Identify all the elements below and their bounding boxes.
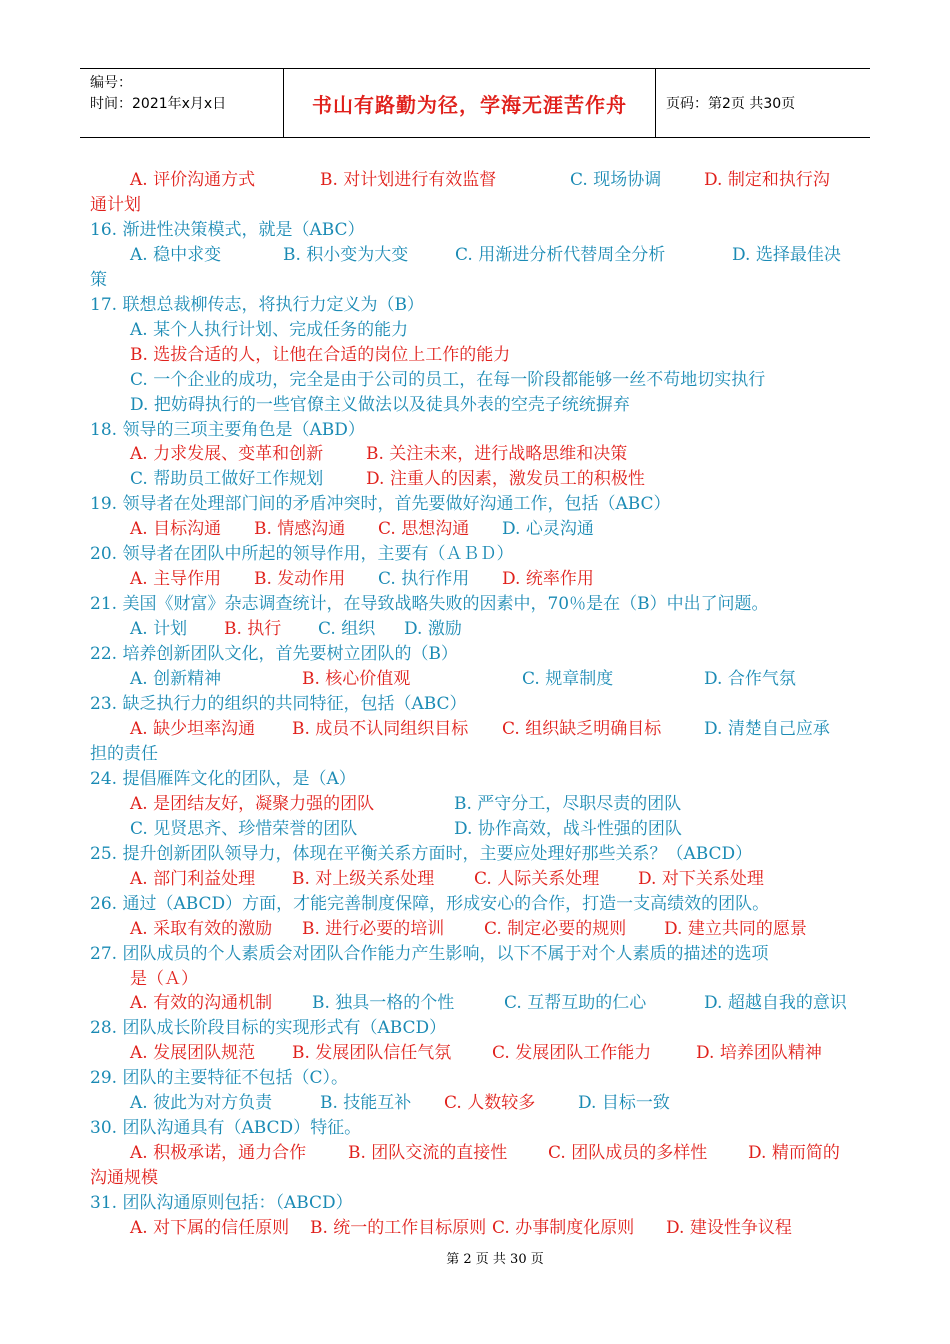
- question-19: 19. 领导者在处理部门间的矛盾冲突时，首先要做好沟通工作，包括（ABC）: [90, 494, 671, 515]
- option-18b: B. 关注未来，进行战略思维和决策: [366, 444, 628, 465]
- option-28d: D. 培养团队精神: [696, 1043, 822, 1064]
- option-20b: B. 发动作用: [254, 569, 346, 590]
- option-15a: A. 评价沟通方式: [130, 170, 256, 190]
- option-19d: D. 心灵沟通: [502, 519, 594, 540]
- question-21-options-line: [90, 617, 860, 642]
- option-21c: C. 组织: [318, 619, 376, 640]
- question-22: 22. 培养创新团队文化，首先要树立团队的（B）: [90, 644, 458, 665]
- option-29a: A. 彼此为对方负责: [130, 1093, 273, 1114]
- option-31a: A. 对下属的信任原则: [130, 1218, 290, 1239]
- question-28: 28. 团队成长阶段目标的实现形式有（ABCD）: [90, 1018, 447, 1039]
- option-16a: A. 稳中求变: [130, 244, 222, 265]
- question-23: 23. 缺乏执行力的组织的共同特征，包括（ABC）: [90, 694, 467, 715]
- question-15-options-line: [90, 168, 860, 193]
- option-26b: B. 进行必要的培训: [302, 918, 445, 939]
- question-18-options-line-1: [90, 442, 860, 467]
- question-26-options-line: [90, 917, 860, 942]
- question-27: 27. 团队成员的个人素质会对团队合作能力产生影响，以下不属于对个人素质的描述的选项: [90, 943, 769, 964]
- option-28c: C. 发展团队工作能力: [492, 1043, 652, 1064]
- option-27c: C. 互帮互助的仁心: [504, 993, 647, 1014]
- question-28-options-line: [90, 1041, 860, 1066]
- option-23b: B. 成员不认同组织目标: [292, 718, 469, 739]
- option-27b: B. 独具一格的个性: [312, 993, 455, 1014]
- option-24a: A. 是团结友好，凝聚力强的团队: [130, 793, 375, 814]
- option-20a: A. 主导作用: [130, 569, 222, 590]
- question-29: 29. 团队的主要特征不包括（C）。: [90, 1068, 348, 1089]
- page-header: [80, 68, 870, 138]
- option-24d: D. 协作高效，战斗性强的团队: [454, 818, 682, 839]
- option-26c: C. 制定必要的规则: [484, 918, 627, 939]
- question-27-cont: 是（Ａ）: [130, 968, 198, 989]
- question-19-options-line: [90, 517, 860, 542]
- option-16c: C. 用渐进分析代替周全分析: [455, 244, 666, 265]
- option-26d: D. 建立共同的愿景: [664, 918, 807, 939]
- question-30-options-cont: 沟通规模: [90, 1168, 158, 1189]
- option-31d: D. 建设性争议程: [666, 1218, 792, 1239]
- question-list: [90, 168, 860, 1241]
- option-16b: B. 积小变为大变: [283, 244, 409, 265]
- question-16-options-line: [90, 243, 860, 268]
- option-24b: B. 严守分工，尽职尽责的团队: [454, 793, 682, 814]
- option-27d: D. 超越自我的意识: [704, 993, 847, 1014]
- question-25: 25. 提升创新团队领导力，体现在平衡关系方面时，主要应处理好那些关系？（ABCD）: [90, 843, 753, 864]
- question-31-options-line: [90, 1216, 860, 1241]
- option-28b: B. 发展团队信任气氛: [292, 1043, 452, 1064]
- option-15d: D. 制定和执行沟: [704, 170, 830, 190]
- question-16-options-cont: 策: [90, 269, 107, 290]
- question-29-options-line: [90, 1091, 860, 1116]
- option-17d: D. 把妨碍执行的一些官僚主义做法以及徒具外表的空壳子统统摒弃: [130, 394, 630, 415]
- question-17: 17. 联想总裁柳传志，将执行力定义为（B）: [90, 294, 424, 315]
- option-15c: C. 现场协调: [570, 170, 662, 190]
- question-22-options-line: [90, 667, 860, 692]
- page-footer: 第 2 页 共 30 页: [446, 1252, 544, 1267]
- option-16d: D. 选择最佳决: [732, 244, 841, 265]
- option-23a: A. 缺少坦率沟通: [130, 718, 256, 739]
- question-21: 21. 美国《财富》杂志调查统计，在导致战略失败的因素中，70％是在（B）中出了问题。: [90, 594, 769, 615]
- question-20-options-line: [90, 567, 860, 592]
- option-31c: C. 办事制度化原则: [492, 1218, 635, 1239]
- option-18a: A. 力求发展、变革和创新: [130, 444, 324, 465]
- question-15-options-cont: 通计划: [90, 194, 141, 215]
- question-24-options-line-2: [90, 817, 860, 842]
- option-30d: D. 精而简的: [748, 1143, 840, 1164]
- doc-number-label: 编号：: [90, 75, 132, 91]
- option-21d: D. 激励: [404, 619, 462, 640]
- option-23c: C. 组织缺乏明确目标: [502, 718, 662, 739]
- option-19c: C. 思想沟通: [378, 519, 470, 540]
- question-26: 26. 通过（ABCD）方面，才能完善制度保障，形成安心的合作，打造一支高绩效的团队。: [90, 893, 770, 914]
- option-26a: A. 采取有效的激励: [130, 918, 273, 939]
- option-30c: C. 团队成员的多样性: [548, 1143, 708, 1164]
- option-21b: B. 执行: [224, 619, 282, 640]
- option-18c: C. 帮助员工做好工作规划: [130, 469, 324, 490]
- option-22a: A. 创新精神: [130, 669, 222, 690]
- option-25b: B. 对上级关系处理: [292, 868, 435, 889]
- option-22b: B. 核心价值观: [302, 669, 411, 690]
- option-19a: A. 目标沟通: [130, 519, 222, 540]
- option-19b: B. 情感沟通: [254, 519, 346, 540]
- question-27-options-line: [90, 991, 860, 1016]
- option-28a: A. 发展团队规范: [130, 1043, 256, 1064]
- option-20c: C. 执行作用: [378, 569, 470, 590]
- option-22d: D. 合作气氛: [704, 669, 796, 690]
- doc-time-label: 时间：2021年x月x日: [90, 96, 227, 112]
- option-18d: D. 注重人的因素，激发员工的积极性: [366, 469, 645, 490]
- option-23d: D. 清楚自己应承: [704, 718, 830, 739]
- option-30b: B. 团队交流的直接性: [348, 1143, 508, 1164]
- question-23-options-line: [90, 717, 860, 742]
- option-17c: C. 一个企业的成功，完全是由于公司的员工，在每一阶段都能够一丝不苟地切实执行: [130, 369, 766, 390]
- header-page-number: 页码：第2页 共30页: [666, 96, 796, 112]
- question-30-options-line: [90, 1141, 860, 1166]
- option-30a: A. 积极承诺，通力合作: [130, 1143, 307, 1164]
- question-18-options-line-2: [90, 467, 860, 492]
- option-17a: A. 某个人执行计划、完成任务的能力: [130, 319, 409, 340]
- question-23-options-cont: 担的责任: [90, 743, 158, 764]
- question-18: 18. 领导的三项主要角色是（ABD）: [90, 419, 365, 440]
- header-meta: [80, 69, 284, 137]
- question-24-options-line-1: [90, 792, 860, 817]
- option-17b: B. 选拔合适的人，让他在合适的岗位上工作的能力: [130, 344, 511, 365]
- option-25d: D. 对下关系处理: [638, 868, 764, 889]
- option-15b: B. 对计划进行有效监督: [320, 170, 497, 190]
- option-31b: B. 统一的工作目标原则: [310, 1218, 487, 1239]
- option-27a: A. 有效的沟通机制: [130, 993, 273, 1014]
- option-25a: A. 部门利益处理: [130, 868, 256, 889]
- option-29b: B. 技能互补: [320, 1093, 412, 1114]
- question-25-options-line: [90, 867, 860, 892]
- option-22c: C. 规章制度: [522, 669, 614, 690]
- question-24: 24. 提倡雁阵文化的团队，是（A）: [90, 768, 356, 789]
- option-21a: A. 计划: [130, 619, 188, 640]
- question-30: 30. 团队沟通具有（ABCD）特征。: [90, 1118, 362, 1139]
- question-16: 16. 渐进性决策模式，就是（ABC）: [90, 219, 365, 240]
- option-20d: D. 统率作用: [502, 569, 594, 590]
- option-25c: C. 人际关系处理: [474, 868, 600, 889]
- option-29c: C. 人数较多: [444, 1093, 536, 1114]
- question-20: 20. 领导者在团队中所起的领导作用，主要有（ＡＢＤ）: [90, 544, 514, 565]
- header-motto: 书山有路勤为径，学海无涯苦作舟: [284, 69, 656, 137]
- question-31: 31. 团队沟通原则包括：（ABCD）: [90, 1193, 353, 1214]
- option-24c: C. 见贤思齐、珍惜荣誉的团队: [130, 818, 358, 839]
- option-29d: D. 目标一致: [578, 1093, 670, 1114]
